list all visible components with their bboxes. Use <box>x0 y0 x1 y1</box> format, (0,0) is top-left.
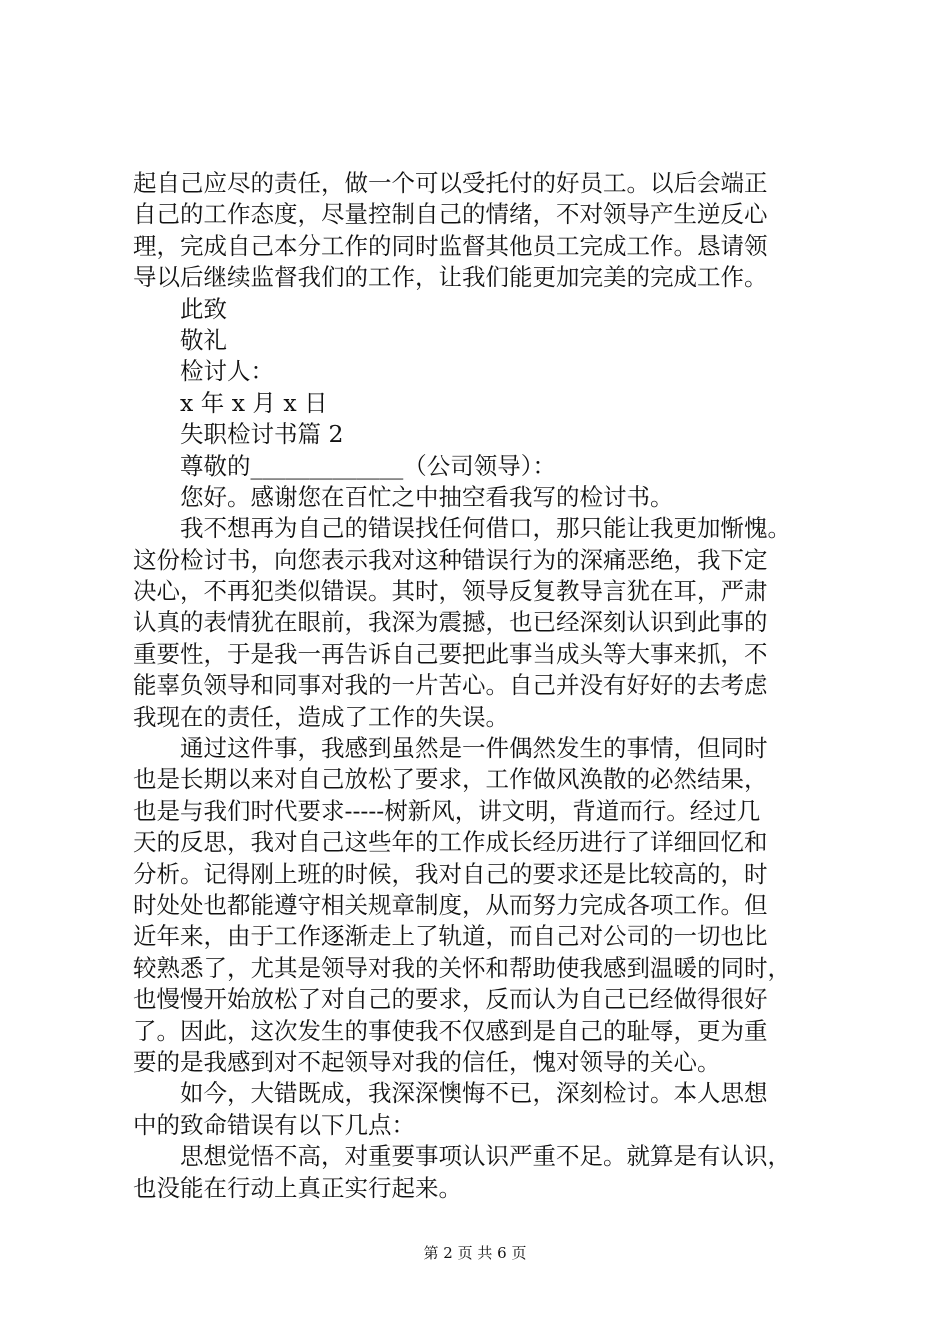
text-line: 此致 <box>180 294 227 323</box>
text-line: 自己的工作态度，尽量控制自己的情绪，不对领导产生逆反心 <box>133 200 768 229</box>
text-line: 重要性，于是我一再告诉自己要把此事当成头等大事来抓，不 <box>133 639 768 668</box>
text-line: 敬礼 <box>180 325 227 354</box>
text-line: 通过这件事，我感到虽然是一件偶然发生的事情，但同时 <box>180 734 768 763</box>
text-line: 时处处也都能遵守相关规章制度，从而努力完成各项工作。但 <box>133 890 768 919</box>
text-line: 也是与我们时代要求-----树新风，讲文明，背道而行。经过几 <box>133 796 761 825</box>
text-line: 如今，大错既成，我深深懊悔不已，深刻检讨。本人思想 <box>180 1079 768 1108</box>
text-line: 思想觉悟不高，对重要事项认识严重不足。就算是有认识， <box>180 1142 791 1171</box>
text-line: 失职检讨书篇 2 <box>180 420 344 449</box>
text-line: 了。因此，这次发生的事使我不仅感到是自己的耻辱，更为重 <box>133 1016 768 1045</box>
document-body <box>133 168 833 1204</box>
text-line: 要的是我感到对不起领导对我的信任，愧对领导的关心。 <box>133 1047 721 1076</box>
text-line: 天的反思，我对自己这些年的工作成长经历进行了详细回忆和 <box>133 828 768 857</box>
text-line: 能辜负领导和同事对我的一片苦心。自己并没有好好的去考虑 <box>133 671 768 700</box>
text-line: 尊敬的_____________（公司领导）： <box>180 451 556 480</box>
text-line: 起自己应尽的责任，做一个可以受托付的好员工。以后会端正 <box>133 169 768 197</box>
text-line: 我不想再为自己的错误找任何借口，那只能让我更加惭愧。 <box>180 514 791 543</box>
text-line: x 年 x 月 x 日 <box>180 388 328 417</box>
text-line: 也慢慢开始放松了对自己的要求，反而认为自己已经做得很好 <box>133 985 768 1014</box>
text-line: 您好。感谢您在百忙之中抽空看我写的检讨书。 <box>180 482 674 511</box>
text-line: 理，完成自己本分工作的同时监督其他员工完成工作。恳请领 <box>133 231 768 260</box>
text-line: 认真的表情犹在眼前，我深为震撼，也已经深刻认识到此事的 <box>133 608 768 637</box>
text-line: 也是长期以来对自己放松了要求，工作做风涣散的必然结果， <box>133 765 768 794</box>
text-line: 我现在的责任，造成了工作的失误。 <box>133 702 509 731</box>
text-line: 也没能在行动上真正实行起来。 <box>133 1173 462 1202</box>
text-line: 较熟悉了，尤其是领导对我的关怀和帮助使我感到温暖的同时， <box>133 953 791 982</box>
text-line: 检讨人： <box>180 357 274 386</box>
text-line: 导以后继续监督我们的工作，让我们能更加完美的完成工作。 <box>133 263 768 292</box>
text-line: 决心，不再犯类似错误。其时，领导反复教导言犹在耳，严肃 <box>133 577 768 606</box>
page-footer: 第 2 页 共 6 页 <box>423 1244 527 1262</box>
text-line: 这份检讨书，向您表示我对这种错误行为的深痛恶绝，我下定 <box>133 545 768 574</box>
text-line: 分析。记得刚上班的时候，我对自己的要求还是比较高的，时 <box>133 859 768 888</box>
text-line: 中的致命错误有以下几点： <box>133 1110 415 1139</box>
text-line: 近年来，由于工作逐渐走上了轨道，而自己对公司的一切也比 <box>133 922 768 951</box>
